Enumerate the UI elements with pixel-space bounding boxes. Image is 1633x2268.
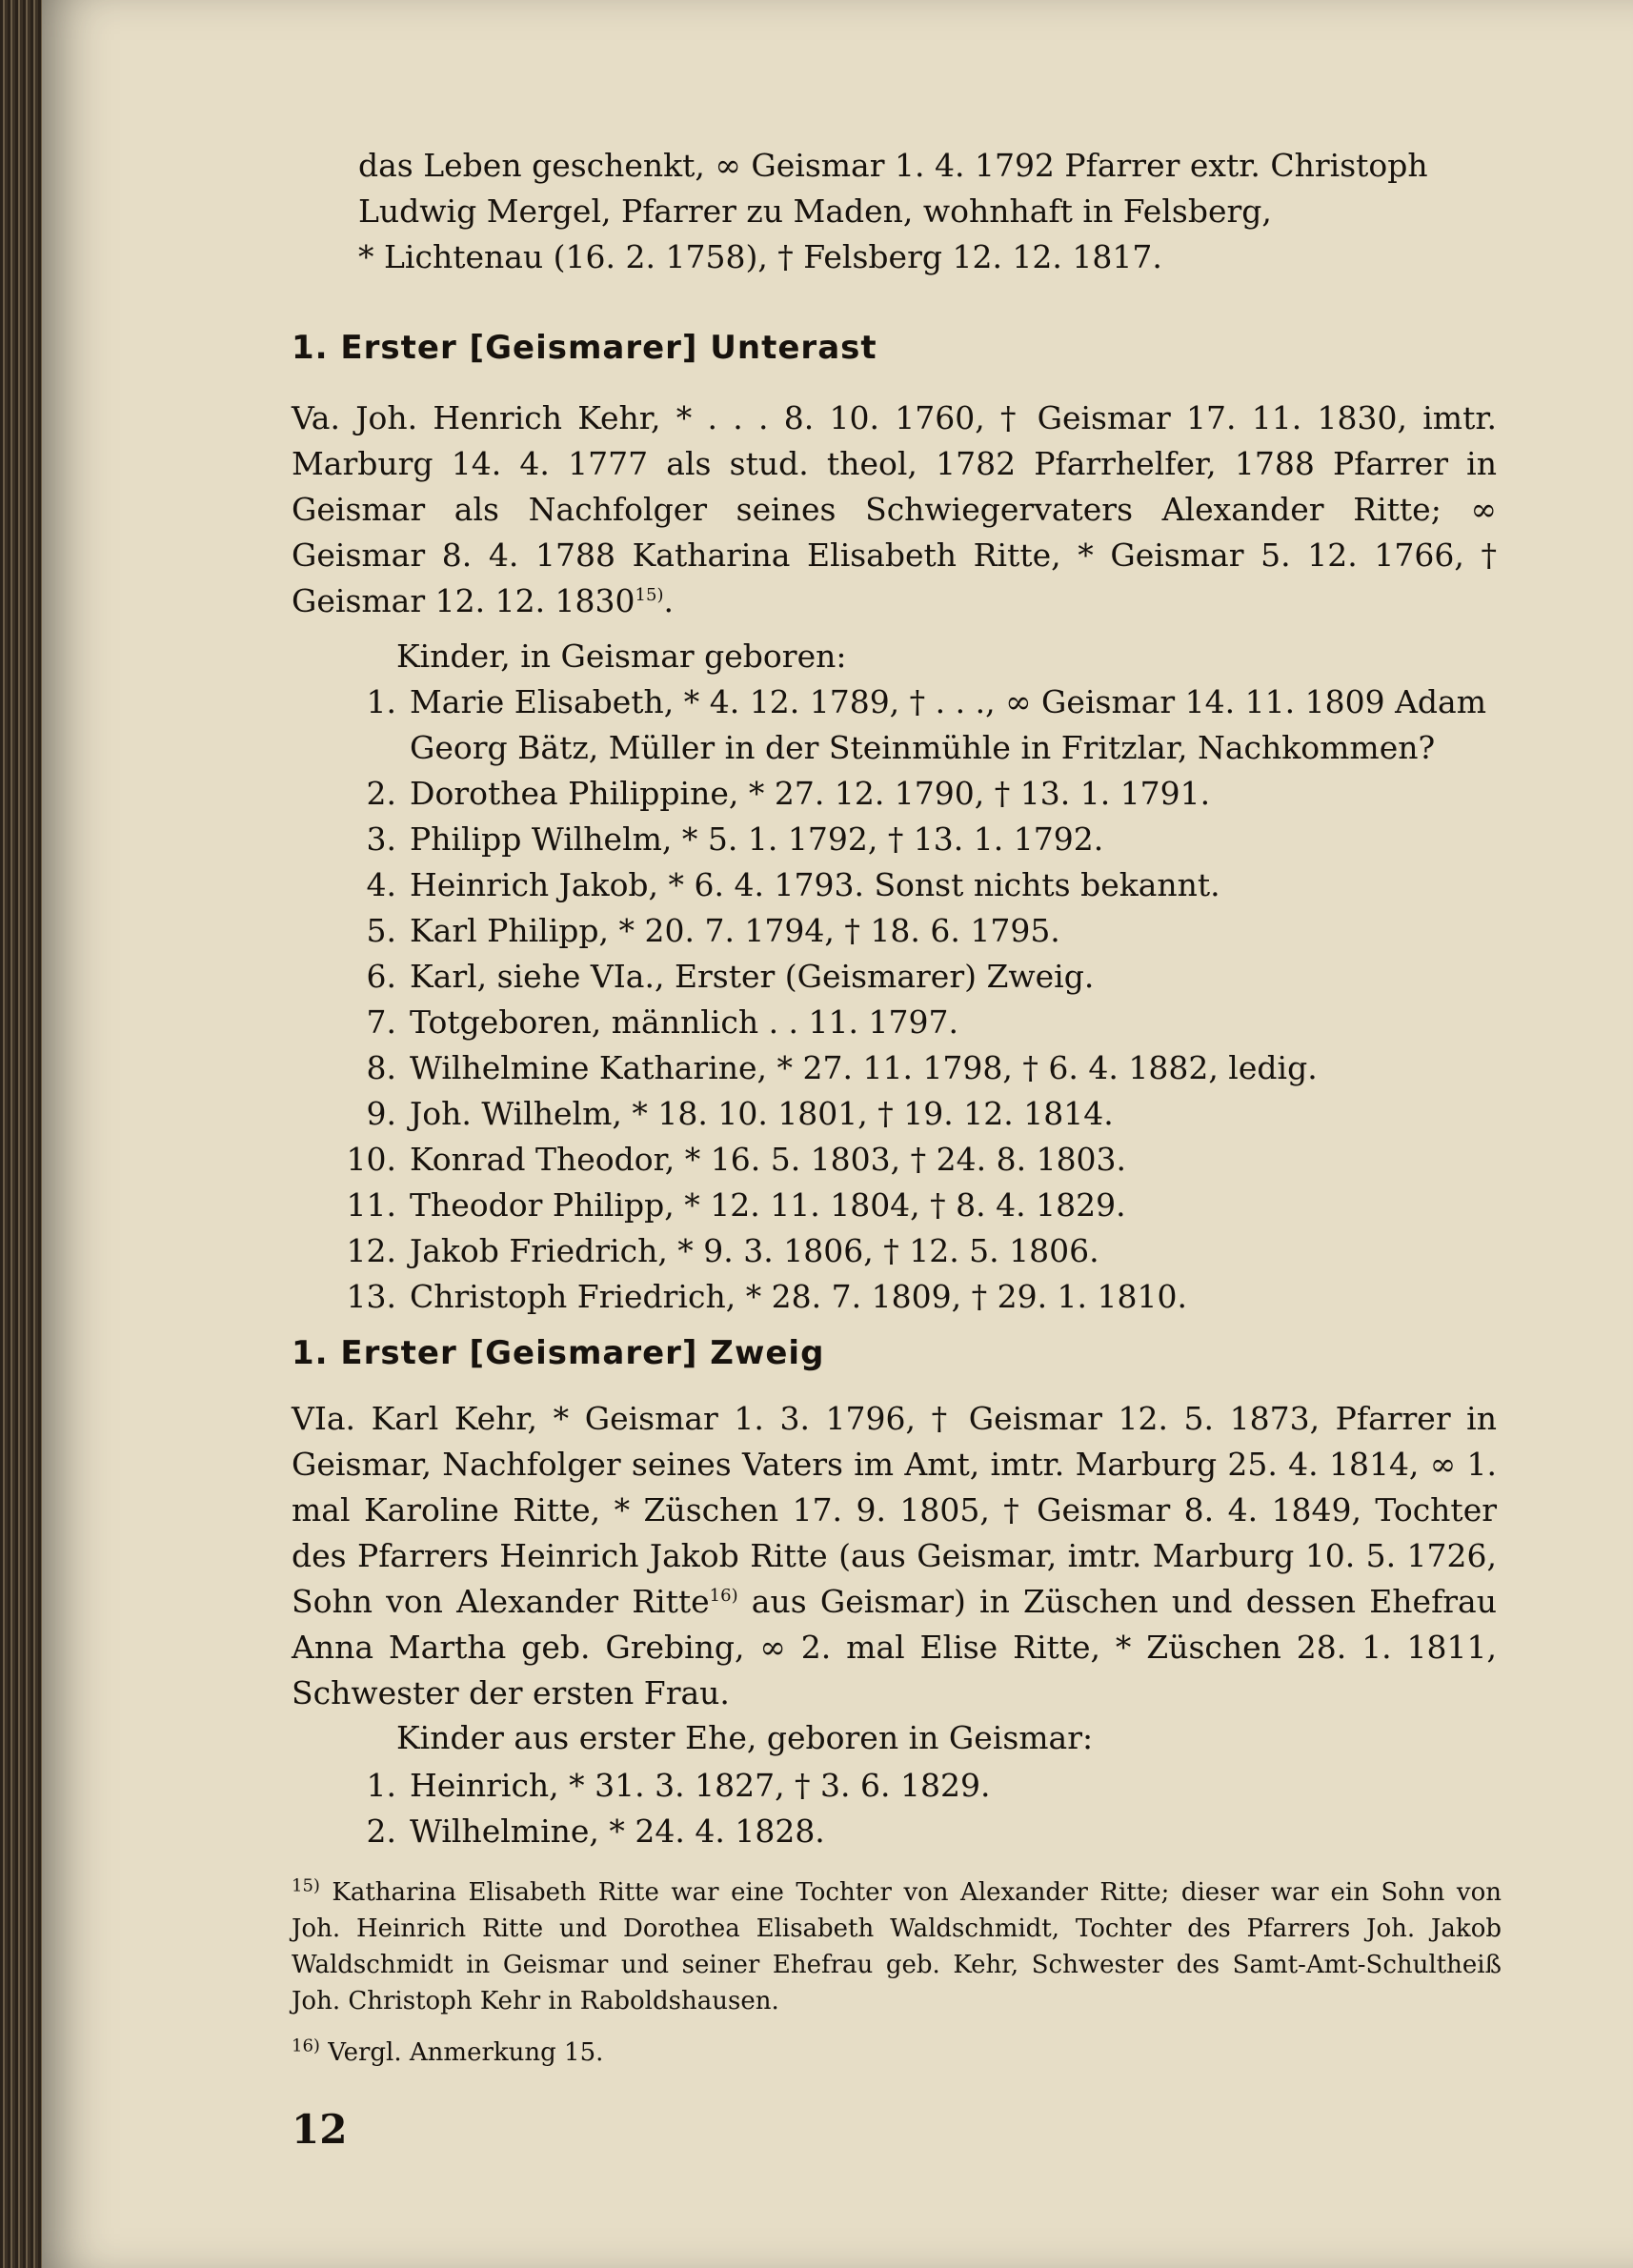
entry-via (292, 1396, 1497, 1716)
footnote-ref-15: 15) (635, 585, 664, 605)
entry-via-body-b: aus Geismar) in Züschen und dessen Ehefrau Anna Martha geb. Grebing, ∞ 2. mal Elise Ritte, * Züschen 28. 1. 1811, Schwester der ersten Frau. (292, 1583, 1497, 1711)
section-heading-unterast: 1. Erster [Geismarer] Unterast (292, 329, 877, 367)
section-heading-zweig: 1. Erster [Geismarer] Zweig (292, 1334, 825, 1372)
child-text: Jakob Friedrich, * 9. 3. 1806, † 12. 5. 1806. (410, 1232, 1099, 1269)
child-text: Philipp Wilhelm, * 5. 1. 1792, † 13. 1. 1792. (410, 820, 1104, 858)
child-entry (337, 771, 1519, 817)
child-number: 9. (366, 1095, 396, 1132)
page-number: 12 (292, 2106, 348, 2153)
intro-paragraph (358, 143, 1497, 280)
child-text: Theodor Philipp, * 12. 11. 1804, † 8. 4. 1829. (410, 1186, 1126, 1224)
children-list-va (337, 679, 1519, 1320)
child-entry (337, 862, 1519, 908)
child-number: 1. (366, 1767, 396, 1804)
entry-via-text (292, 1396, 1497, 1716)
child-number: 8. (366, 1049, 396, 1086)
child-entry (337, 1183, 1519, 1228)
child-entry (337, 1045, 1519, 1091)
child-number: 7. (366, 1003, 396, 1041)
entry-va-body: Va. Joh. Henrich Kehr, * . . . 8. 10. 1760, † Geismar 17. 11. 1830, imtr. Marburg 14. 4. 1777 als stud. theol, 1782 Pfarrhelfer, 1788 Pfarrer in Geismar als Nachfolger seines Schwiegervaters Alexander Ritte; ∞ Geismar 8. 4. 1788 Katharina Elisabeth Ritte, * Geismar 5. 12. 1766, † Geismar 12. 12. 1830 (292, 399, 1497, 619)
footnote-16-text: Vergl. Anmerkung 15. (319, 2038, 604, 2067)
intro-line: Ludwig Mergel, Pfarrer zu Maden, wohnhaft in Felsberg, (358, 192, 1272, 230)
footnote-16-mark: 16) (292, 2035, 320, 2056)
child-text: Heinrich Jakob, * 6. 4. 1793. Sonst nichts bekannt. (410, 866, 1220, 903)
child-number: 11. (346, 1186, 396, 1224)
child-number: 4. (366, 866, 396, 903)
child-entry (337, 1137, 1519, 1183)
child-number: 12. (346, 1232, 396, 1269)
child-entry (337, 1091, 1519, 1137)
child-entry (337, 908, 1519, 954)
child-number: 10. (346, 1141, 396, 1178)
children-list-via (337, 1763, 1519, 1854)
child-text: Wilhelmine Katharine, * 27. 11. 1798, † 6. 4. 1882, ledig. (410, 1049, 1318, 1086)
intro-line: das Leben geschenkt, ∞ Geismar 1. 4. 1792 Pfarrer extr. Christoph (358, 147, 1428, 184)
child-number: 6. (366, 958, 396, 995)
child-entry (337, 1763, 1519, 1809)
child-number: 1. (366, 683, 396, 720)
footnote-15-text: Katharina Elisabeth Ritte war eine Tochter von Alexander Ritte; dieser war ein Sohn von Joh. Heinrich Ritte und Dorothea Elisabeth Waldschmidt, Tochter des Pfarrers Joh. Jakob Waldschmidt in Geismar und seiner Ehefrau geb. Kehr, Schwester des Samt-Amt-Schultheiß Joh. Christoph Kehr in Raboldshausen. (292, 1878, 1502, 2015)
footnote-ref-16: 16) (709, 1586, 738, 1606)
child-text: Karl, siehe VIa., Erster (Geismarer) Zweig. (410, 958, 1095, 995)
child-text: Karl Philipp, * 20. 7. 1794, † 18. 6. 1795. (410, 912, 1060, 949)
child-number: 5. (366, 912, 396, 949)
child-number: 2. (366, 1812, 396, 1850)
child-entry (337, 1228, 1519, 1274)
child-text: Konrad Theodor, * 16. 5. 1803, † 24. 8. 1803. (410, 1141, 1127, 1178)
child-text: Dorothea Philippine, * 27. 12. 1790, † 13. 1. 1791. (410, 775, 1211, 812)
child-entry (337, 817, 1519, 862)
child-text: Heinrich, * 31. 3. 1827, † 3. 6. 1829. (410, 1767, 991, 1804)
child-text: Christoph Friedrich, * 28. 7. 1809, † 29. 1. 1810. (410, 1278, 1187, 1315)
child-entry (337, 679, 1519, 725)
entry-via-body-a: VIa. Karl Kehr, * Geismar 1. 3. 1796, † Geismar 12. 5. 1873, Pfarrer in Geismar, Nachfolger seines Vaters im Amt, imtr. Marburg 25. 4. 1814, ∞ 1. mal Karoline Ritte, * Züschen 17. 9. 1805, † Geismar 8. 4. 1849, Tochter des Pfarrers Heinrich Jakob Ritte (aus Geismar, imtr. Marburg 10. 5. 1726, Sohn von Alexander Ritte (292, 1400, 1497, 1620)
entry-va-text: Va. Joh. Henrich Kehr, * . . . 8. 10. 1760, † Geismar 17. 11. 1830, imtr. Marburg 14. 4. 1777 als stud. theol, 1782 Pfarrhelfer, 1788 Pfarrer in Geismar als Nachfolger seines Schwiegervaters Alexander Ritte; ∞ Geismar 8. 4. 1788 Katharina Elisabeth Ritte, * Geismar 5. 12. 1766, † Geismar 12. 12. 1830$^{15)}$. (292, 399, 1497, 619)
book-page (42, 0, 1633, 2268)
footnote-15-mark: 15) (292, 1875, 320, 1896)
child-entry (337, 1000, 1519, 1045)
child-entry (337, 1274, 1519, 1320)
entry-va (292, 395, 1497, 624)
child-number: 3. (366, 820, 396, 858)
child-text: Marie Elisabeth, * 4. 12. 1789, † . . ., ∞ Geismar 14. 11. 1809 Adam (410, 683, 1487, 720)
children-label: Kinder, in Geismar geboren: (396, 638, 847, 675)
child-number: 13. (346, 1278, 396, 1315)
footnote-15 (292, 1874, 1502, 2019)
child-entry (337, 954, 1519, 1000)
child-text: Joh. Wilhelm, * 18. 10. 1801, † 19. 12. 1814. (410, 1095, 1114, 1132)
child-entry (337, 1809, 1519, 1854)
children-label-2: Kinder aus erster Ehe, geboren in Geismar: (396, 1719, 1094, 1756)
intro-line: * Lichtenau (16. 2. 1758), † Felsberg 12. 12. 1817. (358, 238, 1162, 275)
footnote-16 (292, 2035, 1502, 2071)
child-number: 2. (366, 775, 396, 812)
child-text: Wilhelmine, * 24. 4. 1828. (410, 1812, 825, 1850)
child-text-continuation: Georg Bätz, Müller in der Steinmühle in Fritzlar, Nachkommen? (410, 729, 1436, 766)
child-text: Totgeboren, männlich . . 11. 1797. (410, 1003, 958, 1041)
